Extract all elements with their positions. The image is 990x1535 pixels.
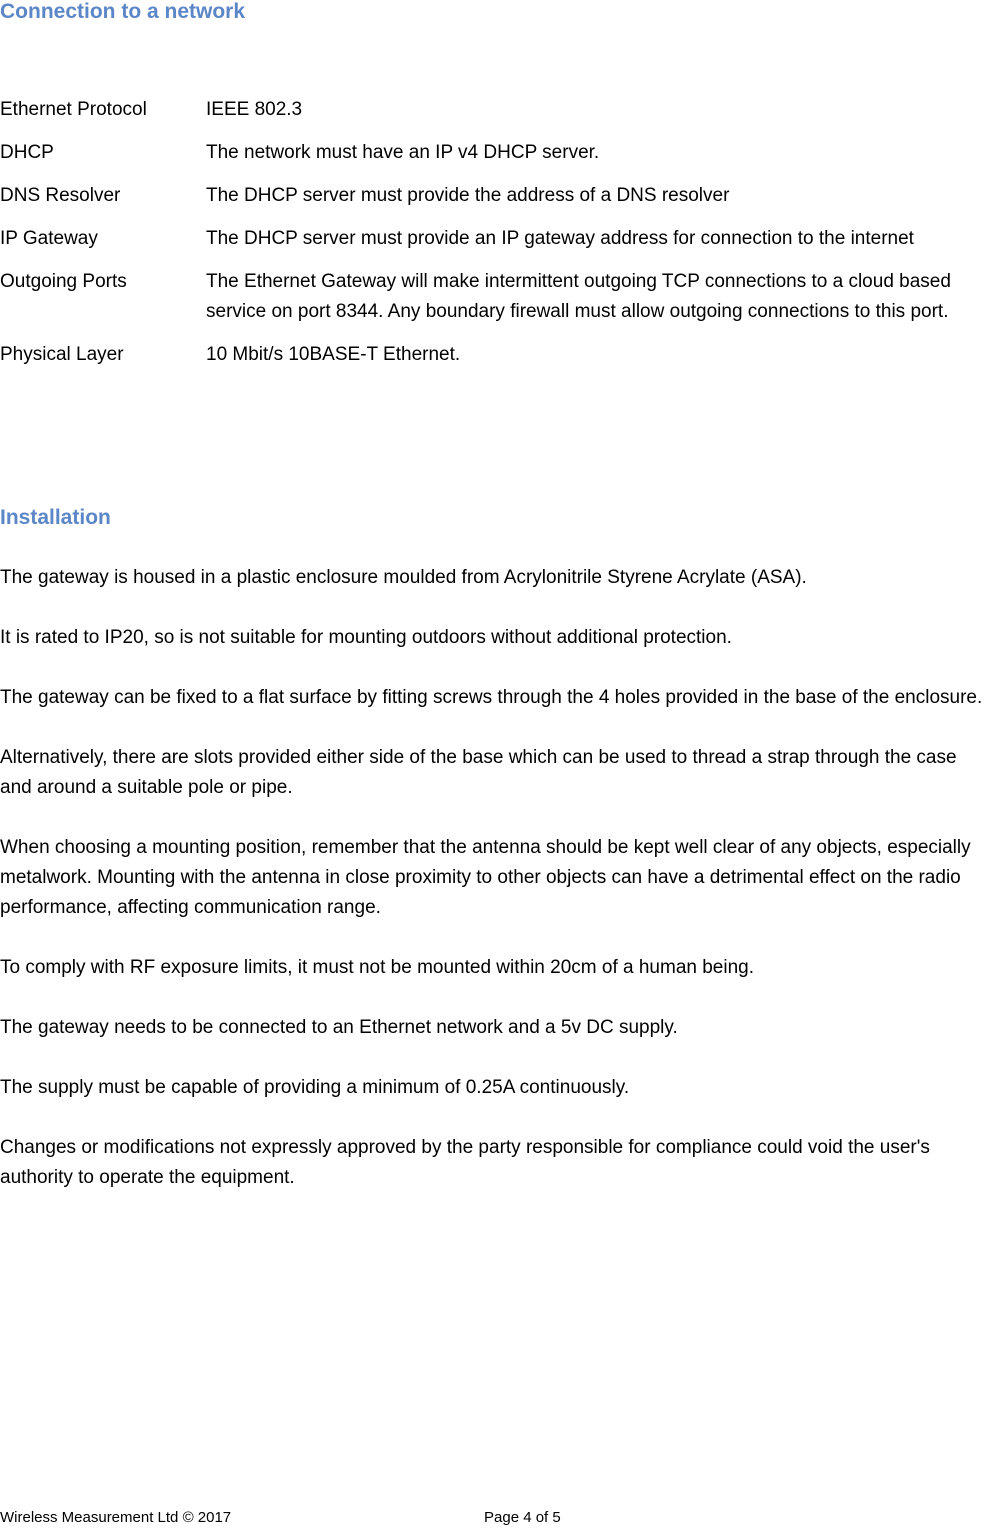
spec-row [0, 95, 990, 125]
paragraph: The gateway can be fixed to a flat surface by fitting screws through the 4 holes provided in the base of the enclosure. [0, 687, 983, 708]
paragraph: Alternatively, there are slots provided either side of the base which can be used to thread a strap through the case and around a suitable pole or pipe. [0, 747, 957, 798]
spec-row [0, 340, 990, 370]
paragraph: It is rated to IP20, so is not suitable for mounting outdoors without additional protection. [0, 627, 732, 648]
paragraph: Changes or modifications not expressly approved by the party responsible for compliance could void the user's authority to operate the equipment. [0, 1137, 930, 1188]
spec-row [0, 138, 990, 168]
paragraph: To comply with RF exposure limits, it must not be mounted within 20cm of a human being. [0, 957, 755, 978]
paragraph: When choosing a mounting position, remember that the antenna should be kept well clear of any objects, especially metalwork. Mounting with the antenna in close proximity to other objects can have a detrimental effect on the radio performance, affecting communication range. [0, 837, 971, 918]
section-heading-network: Connection to a network [0, 0, 246, 23]
paragraph: The gateway needs to be connected to an Ethernet network and a 5v DC supply. [0, 1017, 678, 1038]
spec-value: The DHCP server must provide an IP gateway address for connection to the internet [206, 228, 914, 249]
spec-value: 10 Mbit/s 10BASE-T Ethernet. [206, 344, 461, 365]
spec-row [0, 181, 990, 211]
spec-row [0, 224, 990, 254]
spec-label: DHCP [0, 142, 54, 163]
spec-value: The DHCP server must provide the address of a DNS resolver [206, 185, 730, 206]
installation-text [0, 563, 988, 1223]
spec-label: IP Gateway [0, 228, 98, 249]
spec-row [0, 267, 990, 327]
paragraph: The gateway is housed in a plastic enclosure moulded from Acrylonitrile Styrene Acrylate (ASA). [0, 567, 807, 588]
spec-value: The network must have an IP v4 DHCP server. [206, 142, 600, 163]
footer-copyright: Wireless Measurement Ltd © 2017 [0, 1509, 232, 1526]
spec-label: Outgoing Ports [0, 271, 127, 292]
spec-label: DNS Resolver [0, 185, 121, 206]
paragraph: The supply must be capable of providing a minimum of 0.25A continuously. [0, 1077, 630, 1098]
footer-page-number: Page 4 of 5 [484, 1509, 561, 1526]
spec-label: Physical Layer [0, 344, 124, 365]
spec-value: The Ethernet Gateway will make intermittent outgoing TCP connections to a cloud based service on port 8344. Any boundary firewall must allow outgoing connections to this port. [206, 271, 951, 322]
section-heading-installation: Installation [0, 506, 111, 529]
spec-label: Ethernet Protocol [0, 99, 147, 120]
spec-value: IEEE 802.3 [206, 99, 303, 120]
network-spec-table [0, 95, 990, 370]
